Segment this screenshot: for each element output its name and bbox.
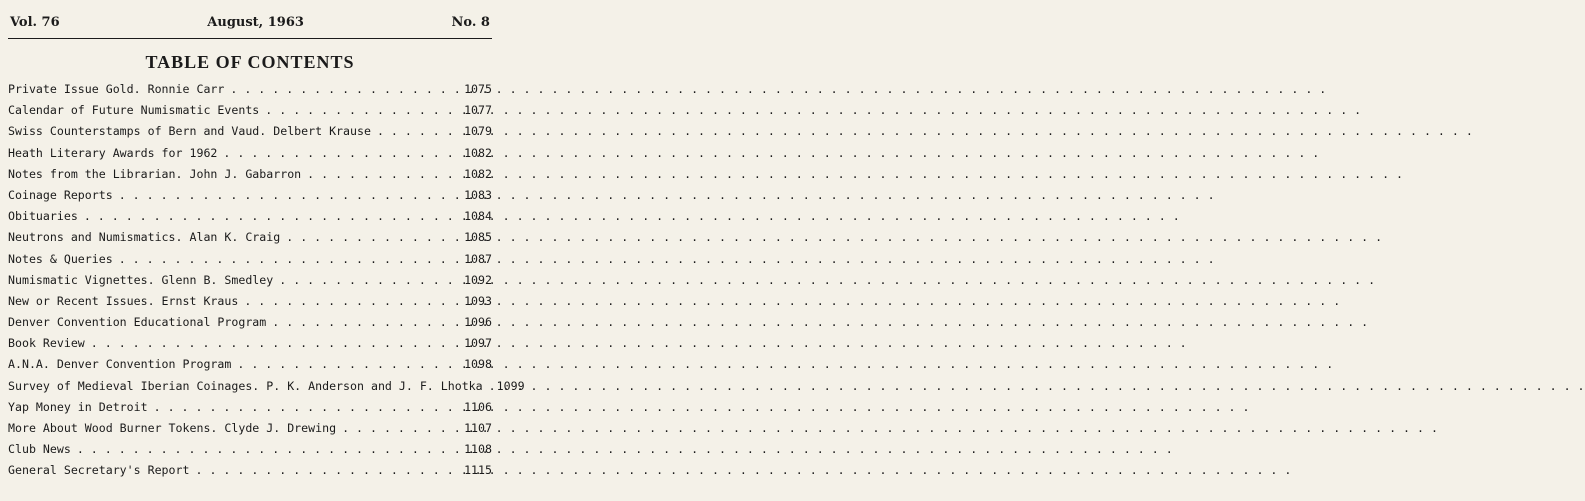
toc-entry-page: 1084 xyxy=(464,209,492,224)
toc-entry-page: 1106 xyxy=(464,399,492,414)
toc-entry-title: General Secretary's Report xyxy=(8,463,190,478)
toc-entry-title: Private Issue Gold. Ronnie Carr xyxy=(8,82,225,96)
toc-entry-title: Club News xyxy=(8,442,71,457)
toc-entry-page: 1107 xyxy=(464,421,492,435)
toc-entry-page: 1082 xyxy=(464,166,492,181)
toc-entry-page: 1097 xyxy=(464,336,492,351)
toc-entry xyxy=(8,206,492,227)
page-title: TABLE OF CONTENTS xyxy=(145,52,355,72)
toc-entry-page: 1085 xyxy=(464,230,492,245)
toc-entry-title: A.N.A. Denver Convention Program xyxy=(8,357,232,372)
toc-entry-title: Neutrons and Numismatics. Alan K. Craig xyxy=(8,230,281,245)
dot-leader xyxy=(119,249,464,270)
toc-entry xyxy=(8,418,492,439)
toc-entry-title: Notes & Queries xyxy=(8,251,113,266)
toc-entry-page: 1087 xyxy=(464,251,492,266)
toc-entry-title: Heath Literary Awards for 1962 xyxy=(8,145,218,160)
toc-entry-page: 1098 xyxy=(464,357,492,372)
toc-entry xyxy=(8,249,492,270)
dot-leader xyxy=(84,206,464,227)
toc-entry xyxy=(8,439,492,460)
header-rule xyxy=(8,38,492,39)
toc-entry-title: Swiss Counterstamps of Bern and Vaud. Delbert Krause xyxy=(8,124,371,139)
dot-leader xyxy=(377,121,464,142)
dot-leader xyxy=(91,333,464,354)
dot-leader xyxy=(265,100,464,121)
toc-entry xyxy=(8,79,492,100)
masthead xyxy=(8,8,492,30)
volume-label: Vol. 76 xyxy=(10,15,60,30)
dot-leader xyxy=(119,185,464,206)
dot-leader xyxy=(489,376,497,397)
toc-entry-title: New or Recent Issues. Ernst Kraus xyxy=(8,293,239,308)
toc-entry-title: More About Wood Burner Tokens. Clyde J. Drewing xyxy=(8,421,337,435)
dot-leader xyxy=(77,439,464,460)
issue-date: August, 1963 xyxy=(207,15,304,30)
toc-entry xyxy=(8,291,492,312)
toc-entry-title: Notes from the Librarian. John J. Gabarron xyxy=(8,166,302,181)
toc-entry-page: 1083 xyxy=(464,187,492,202)
toc-entry-title: Calendar of Future Numismatic Events xyxy=(8,103,260,118)
toc-entry xyxy=(8,376,525,397)
dot-leader xyxy=(244,291,464,312)
toc-entry-page: 1075 xyxy=(464,82,492,96)
toc-entry-page: 1096 xyxy=(464,315,492,330)
toc-entry xyxy=(8,164,492,185)
toc-entry-title: Book Review xyxy=(8,336,85,351)
page xyxy=(0,0,525,501)
dot-leader xyxy=(154,397,464,418)
toc-entry-title: Survey of Medieval Iberian Coinages. P. K. Anderson and J. F. Lhotka xyxy=(8,378,483,393)
toc-entry-page: 1093 xyxy=(464,293,492,308)
dot-leader xyxy=(237,354,464,375)
toc-entry xyxy=(8,270,492,291)
toc-entry xyxy=(8,312,492,333)
toc-entry xyxy=(8,143,492,164)
toc-entry xyxy=(8,121,492,142)
toc-entry xyxy=(8,333,492,354)
toc-entry-page: 1077 xyxy=(464,103,492,118)
toc-entry xyxy=(8,354,492,375)
toc-entry xyxy=(8,100,492,121)
dot-leader xyxy=(230,79,464,100)
dot-leader xyxy=(223,143,464,164)
toc-entry-page: 1079 xyxy=(464,124,492,139)
toc-entry-page: 1099 xyxy=(496,378,525,393)
toc-entry xyxy=(8,185,492,206)
dot-leader xyxy=(279,270,464,291)
toc-entry xyxy=(8,460,492,481)
toc-entry-page: 1092 xyxy=(464,272,492,287)
toc-entry-title: Yap Money in Detroit xyxy=(8,399,148,414)
dot-leader xyxy=(272,312,464,333)
toc-entry-page: 1082 xyxy=(464,145,492,160)
dot-leader xyxy=(195,460,464,481)
table-of-contents xyxy=(8,79,525,482)
dot-leader xyxy=(286,227,464,248)
issue-number: No. 8 xyxy=(451,15,490,30)
toc-entry-title: Numismatic Vignettes. Glenn B. Smedley xyxy=(8,272,274,287)
dot-leader xyxy=(307,164,464,185)
toc-entry-title: Obituaries xyxy=(8,209,78,224)
toc-entry-page: 1115 xyxy=(464,463,492,478)
dot-leader xyxy=(342,418,464,439)
toc-entry-page: 1108 xyxy=(464,442,492,457)
toc-entry-title: Denver Convention Educational Program xyxy=(8,315,267,330)
toc-entry xyxy=(8,227,492,248)
toc-entry xyxy=(8,397,492,418)
toc-entry-title: Coinage Reports xyxy=(8,187,113,202)
